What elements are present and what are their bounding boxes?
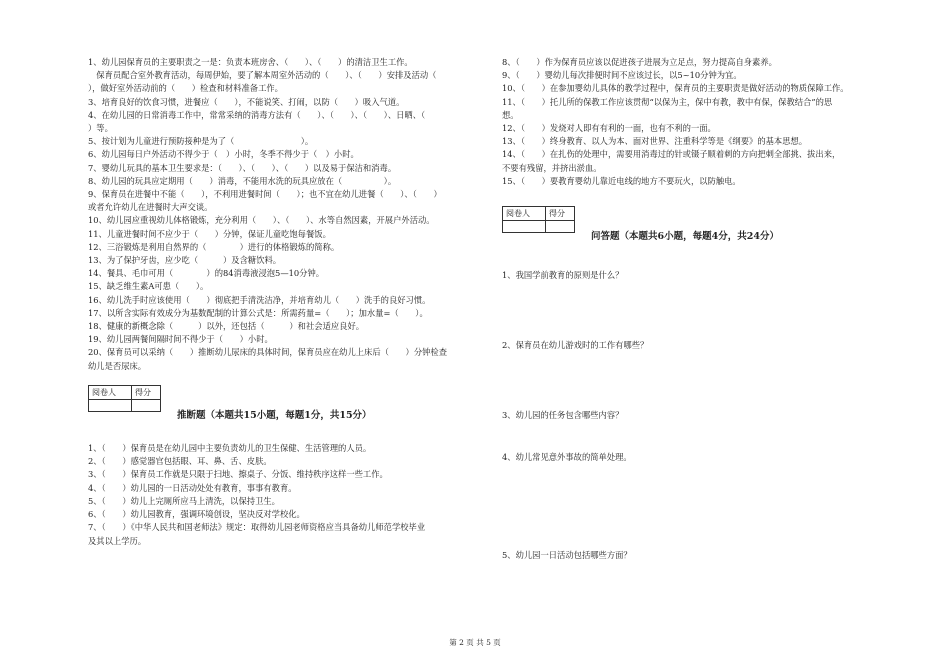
fill-line: 19、幼儿园两餐间隔时间不得少于（ ）小时。 xyxy=(88,334,273,345)
fill-section xyxy=(88,56,488,373)
score-table xyxy=(502,206,575,233)
qa-title: 问答题（本题共6小题，每题4分，共24分） xyxy=(591,231,779,243)
score-cell-grader xyxy=(89,400,132,412)
judge-line: 9、（ ）婴幼儿每次排便时间不应该过长，以5~10分钟为宜。 xyxy=(502,70,742,81)
fill-line: 9、保育员在进餐中不能（ ），不利用进餐时间（ ）；也不宜在幼儿进餐（ ）、（ ） xyxy=(88,189,442,200)
fill-line: 11、儿童进餐时间不应少于（ ）分钟，保证儿童吃饱每餐饭。 xyxy=(88,228,331,239)
left-column xyxy=(88,56,488,548)
judge-line: 2、（ ）感觉器官包括眼、耳、鼻、舌、皮肤。 xyxy=(88,456,272,467)
fill-line: 20、保育员可以采纳（ ）推断幼儿尿床的具体时间，保育员应在幼儿上床后（ ）分钟检查 xyxy=(88,347,448,358)
fill-line: 或者允许幼儿在进餐时大声交谈。 xyxy=(88,202,213,213)
score-header-score: 得分 xyxy=(546,207,575,221)
qa-section-header xyxy=(502,206,912,243)
judge-line: 15、（ ）要教育婴幼儿靠近电线的地方不要玩火，以防触电。 xyxy=(502,175,741,186)
fill-line: ）等。 xyxy=(88,123,113,134)
judge-line: 4、（ ）幼儿园的一日活动处处有教育，事事有教育。 xyxy=(88,482,297,493)
score-header-score: 得分 xyxy=(132,385,161,399)
fill-line: 15、缺乏维生素A可患（ ）。 xyxy=(88,281,209,292)
judge-line: 7、（ ）《中华人民共和国老师法》规定：取得幼儿园老师资格应当具备幼儿师范学校毕业 xyxy=(88,522,426,533)
fill-line: 14、餐具、毛巾可用（ ）的84消毒液浸泡5—10分钟。 xyxy=(88,268,325,279)
judge-line: 3、（ ）保育员工作就是只限于扫地、擦桌子、分饭、维持秩序这样一些工作。 xyxy=(88,469,388,480)
fill-line: 幼儿是否尿床。 xyxy=(88,360,147,371)
page-footer: 第 2 页 共 5 页 xyxy=(449,638,501,647)
fill-line: 7、婴幼儿玩具的基本卫生要求是：（ ）、（ ）、（ ）以及易于保洁和消毒。 xyxy=(88,162,397,173)
judge-line: 5、（ ）幼儿上完厕所应马上清洗，以保持卫生。 xyxy=(88,495,280,506)
score-table xyxy=(88,385,161,412)
fill-line: 13、为了保护牙齿，应少吃（ ）及含糖饮料。 xyxy=(88,255,282,266)
judge-line: 6、（ ）幼儿园教育，强调环境创设，坚决反对学校化。 xyxy=(88,509,305,520)
right-column xyxy=(502,56,912,619)
fill-line: 18、健康的新概念除（ ）以外，还包括（ ）和社会适应良好。 xyxy=(88,321,365,332)
fill-line: 3、培育良好的饮食习惯，进餐应（ ），不能说笑、打闹，以防（ ）吸入气道。 xyxy=(88,96,405,107)
fill-line: 16、幼儿洗手时应该使用（ ）彻底把手清洗洁净，并培育幼儿（ ）洗手的良好习惯。 xyxy=(88,294,431,305)
fill-line: 5、按计划为儿童进行预防接种是为了（ ）。 xyxy=(88,136,314,147)
fill-line: 12、三浴锻炼是利用自然界的（ ）进行的体格锻炼的简称。 xyxy=(88,241,340,252)
judge-line: 12、（ ）发烧对人即有有利的一面，也有不利的一面。 xyxy=(502,123,716,134)
qa-question: 1、我国学前教育的原则是什么？ xyxy=(502,270,624,281)
score-header-grader: 阅卷人 xyxy=(503,207,546,221)
fill-line: 6、幼儿园每日户外活动不得少于（ ）小时，冬季不得少于（ ）小时。 xyxy=(88,149,359,160)
fill-line: ），做好室外活动前的（ ）检查和材料准备工作。 xyxy=(88,83,283,94)
qa-question: 2、保育员在幼儿游戏时的工作有哪些？ xyxy=(502,340,649,351)
fill-line: 8、幼儿园的玩具应定期用（ ）消毒，不能用水洗的玩具应放在（ ）。 xyxy=(88,175,397,186)
qa-question: 5、幼儿园一日活动包括哪些方面？ xyxy=(502,550,632,561)
fill-line: 10、幼儿园应重视幼儿体格锻炼，充分利用（ ）、（ ）、水等自然因素，开展户外活动。 xyxy=(88,215,435,226)
judge-list-right xyxy=(502,56,912,188)
judge-line: 10、（ ）在参加婴幼儿具体的教学过程中，保育员的主要职责是做好活动的物质保障工作。 xyxy=(502,83,849,94)
judge-line: 11、（ ）托儿所的保教工作应该贯彻“以保为主，保中有教，教中有保，保教结合”的思 xyxy=(502,96,833,107)
judge-section-header xyxy=(88,385,488,421)
judge-line: 8、（ ）作为保育员应该以促进孩子进展为立足点，努力提高自身素养。 xyxy=(502,57,777,67)
judge-line: 13、（ ）终身教育、以人为本、面对世界、注重科学等是《纲要》的基本思想。 xyxy=(502,136,808,147)
qa-question: 4、幼儿常见意外事故的简单处理。 xyxy=(502,452,632,463)
qa-question: 3、幼儿园的任务包含哪些内容？ xyxy=(502,410,624,421)
score-cell-grader xyxy=(503,221,546,233)
fill-line: 17、以所含实际有效成分为基数配制的计算公式是：所需药量=（ ）；加水量=（ ）。 xyxy=(88,307,428,318)
judge-line: 想。 xyxy=(502,109,519,120)
judge-title: 推断题（本题共15小题，每题1分，共15分） xyxy=(177,409,372,421)
fill-line: 1、幼儿园保育员的主要职责之一是：负责本班房舍、（ ）、（ ）的清洁卫生工作。 xyxy=(88,57,413,67)
judge-line: 不要有残留，并挤出淤血。 xyxy=(502,162,602,173)
fill-line: 4、在幼儿园的日常消毒工作中，常常采纳的消毒方法有（ ）、（ ）、（ ）、日晒、（ xyxy=(88,109,442,120)
score-cell-score xyxy=(132,400,161,412)
judge-line: 及其以上学历。 xyxy=(88,535,147,546)
score-header-grader: 阅卷人 xyxy=(89,385,132,399)
judge-line: 1、（ ）保育员是在幼儿园中主要负责幼儿的卫生保健、生活管理的人员。 xyxy=(88,443,372,454)
score-cell-score xyxy=(546,221,575,233)
judge-list-left xyxy=(88,442,488,548)
judge-line: 14、（ ）在扎伤的处理中，需要用消毒过的针或镊子顺着刺的方向把刺全部挑、拔出来， xyxy=(502,149,841,160)
fill-line: 保育员配合室外教育活动，每周伊始，要了解本周室外活动的（ ）、（ ）安排及活动（ xyxy=(88,70,437,81)
qa-list xyxy=(502,269,912,619)
